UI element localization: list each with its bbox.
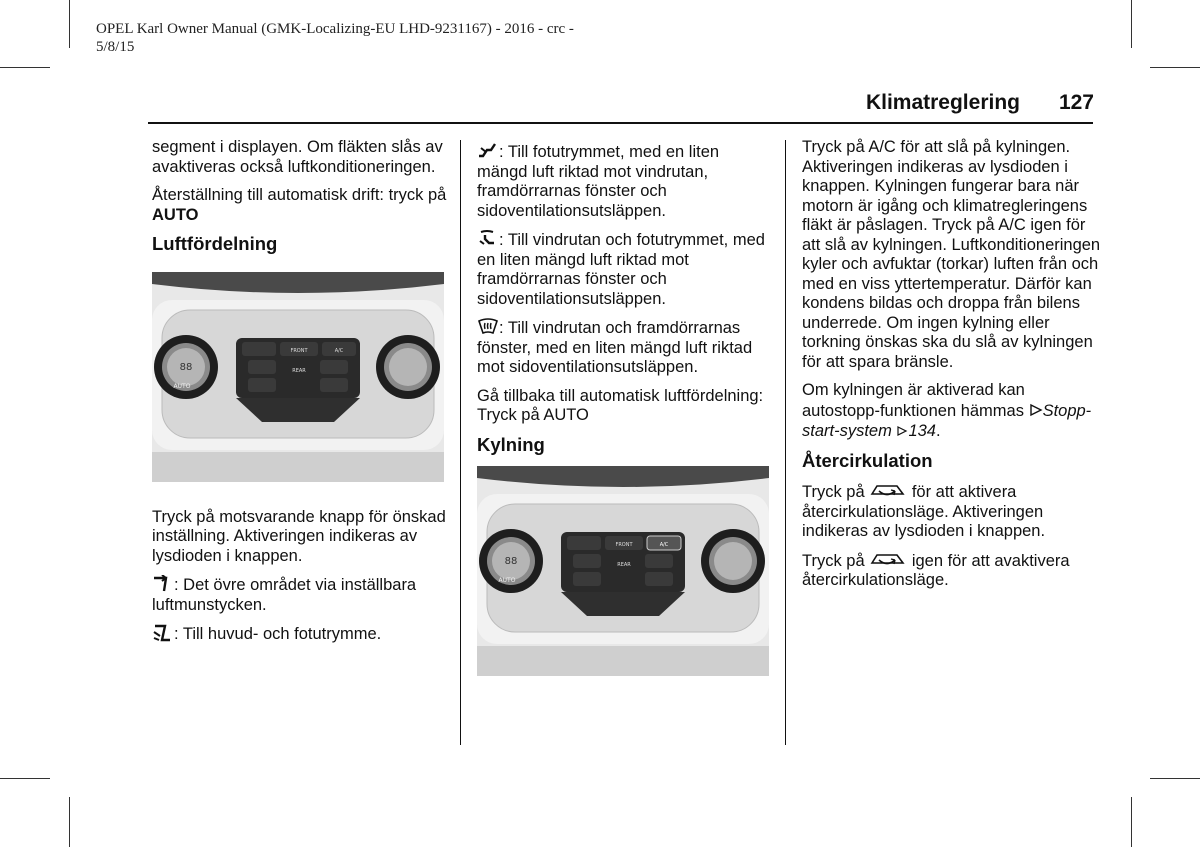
paragraph: segment i displayen. Om fläkten slås av avaktiveras också luftkonditioneringen.: [152, 138, 443, 176]
paragraph: [802, 482, 1102, 542]
column-divider: [460, 140, 461, 745]
column-2: [477, 142, 773, 676]
arrow-link-icon: [1029, 401, 1043, 419]
paragraph-text: : Till fotutrymmet, med en liten mängd luft riktad mot vindrutan, framdörrarnas fönster och sidoventilationsutsläppen.: [477, 143, 720, 220]
paragraph-text: Återställning till automatisk drift: tryck på: [152, 186, 447, 204]
paragraph-text: Tryck på: [802, 483, 870, 501]
paragraph: [477, 230, 773, 309]
paragraph: Tryck på motsvarande knapp för önskad inställning. Aktiveringen indikeras av lysdioden i knappen.: [152, 507, 446, 565]
paragraph: [477, 318, 773, 378]
page-reference[interactable]: 134: [908, 422, 936, 440]
column-1: [152, 138, 448, 654]
crop-mark: [1131, 0, 1132, 48]
paragraph-text: Tryck på: [802, 551, 870, 570]
paragraph: Gå tillbaka till automatisk luftfördelning: Tryck på AUTO: [477, 386, 764, 424]
windscreen-defrost-icon: [477, 318, 499, 336]
recirculation-icon: [869, 482, 907, 500]
crop-mark: [0, 67, 50, 68]
auto-mark: AUTO: [498, 577, 516, 584]
crop-mark: [1150, 778, 1200, 779]
climate-control-panel-image: [152, 272, 444, 482]
heading-air-distribution: Luftfördelning: [152, 233, 278, 254]
auto-label: AUTO: [152, 205, 199, 224]
vent-upper-icon: [152, 575, 174, 593]
paragraph: Tryck på A/C för att slå på kylningen. Aktiveringen indikeras av lysdioden i knappen. Kylningen fungerar bara när motorn är igång och klimatregleringens fläkt är påslagen. Tryck på A/C igen för att slå av kylningen. Luftkonditioneringen kyler och avfuktar (torkar) luften från och med en viss yttertemperatur. Därför kan kondens bildas och droppa från bilens underrede. Om ingen kylning eller torkning önskas ska du slå av kylningen för att spara bränsle.: [802, 138, 1101, 371]
paragraph: [152, 186, 448, 225]
meta-line-1: OPEL Karl Owner Manual (GMK-Localizing-EU LHD-9231167) - 2016 - crc -: [96, 21, 574, 37]
paragraph-text: Om kylningen är aktiverad kan autostopp-funktionen hämmas: [802, 381, 1029, 420]
rear-label: REAR: [292, 367, 306, 374]
crop-mark: [69, 0, 70, 48]
paragraph: [802, 551, 1102, 591]
paragraph: [152, 624, 448, 645]
paragraph: [152, 575, 448, 615]
paragraph-text: : Till vindrutan och framdörrarnas fönster, med en liten mängd luft riktad mot sidoventilationsutsläppen.: [477, 319, 753, 376]
page-ref-icon: [896, 421, 908, 439]
paragraph-text: : Till vindrutan och fotutrymmet, med en liten mängd luft riktad mot framdörrarnas fönster och sidoventilationsutsläppen.: [477, 231, 765, 308]
page-number: 127: [1058, 91, 1094, 114]
paragraph-text: : Till huvud- och fotutrymme.: [174, 625, 382, 643]
crop-mark: [1150, 67, 1200, 68]
crop-mark: [0, 778, 50, 779]
section-title: Klimatreglering: [865, 91, 1020, 114]
paragraph-text: : Det övre området via inställbara luftmunstycken.: [152, 576, 417, 614]
paragraph-text: .: [935, 422, 941, 440]
front-label: FRONT: [615, 542, 633, 548]
recirculation-icon: [869, 551, 907, 569]
paragraph: [802, 381, 1102, 442]
ac-label: A/C: [659, 542, 669, 548]
header-rule: [148, 122, 1093, 124]
climate-control-panel-image-ac: [477, 466, 769, 676]
column-3: [802, 138, 1102, 600]
windscreen-foot-icon: [477, 230, 499, 248]
cross-reference-link[interactable]: Stopp-start-system: [802, 401, 1092, 440]
paragraph-text: för att aktivera återcirkulationsläge. Aktiveringen indikeras av lysdioden i knappen.: [802, 483, 1046, 540]
ac-label: A/C: [334, 347, 344, 354]
front-label: FRONT: [290, 347, 308, 354]
temp-display: 88: [179, 361, 193, 373]
temp-display: 88: [504, 556, 518, 567]
paragraph-text: igen för att avaktivera återcirkulationsläge.: [802, 551, 1070, 589]
heading-recirculation: Återcirkulation: [802, 449, 933, 471]
rear-label: REAR: [617, 562, 631, 568]
foot-icon: [477, 142, 499, 160]
crop-mark: [1131, 797, 1132, 847]
paragraph: [477, 142, 773, 221]
auto-mark: AUTO: [173, 382, 191, 390]
head-and-foot-icon: [152, 624, 174, 642]
meta-line-2: 5/8/15: [96, 39, 135, 55]
crop-mark: [69, 797, 70, 847]
document-meta: [96, 20, 636, 56]
heading-cooling: Kylning: [477, 433, 545, 455]
column-divider: [785, 140, 786, 745]
